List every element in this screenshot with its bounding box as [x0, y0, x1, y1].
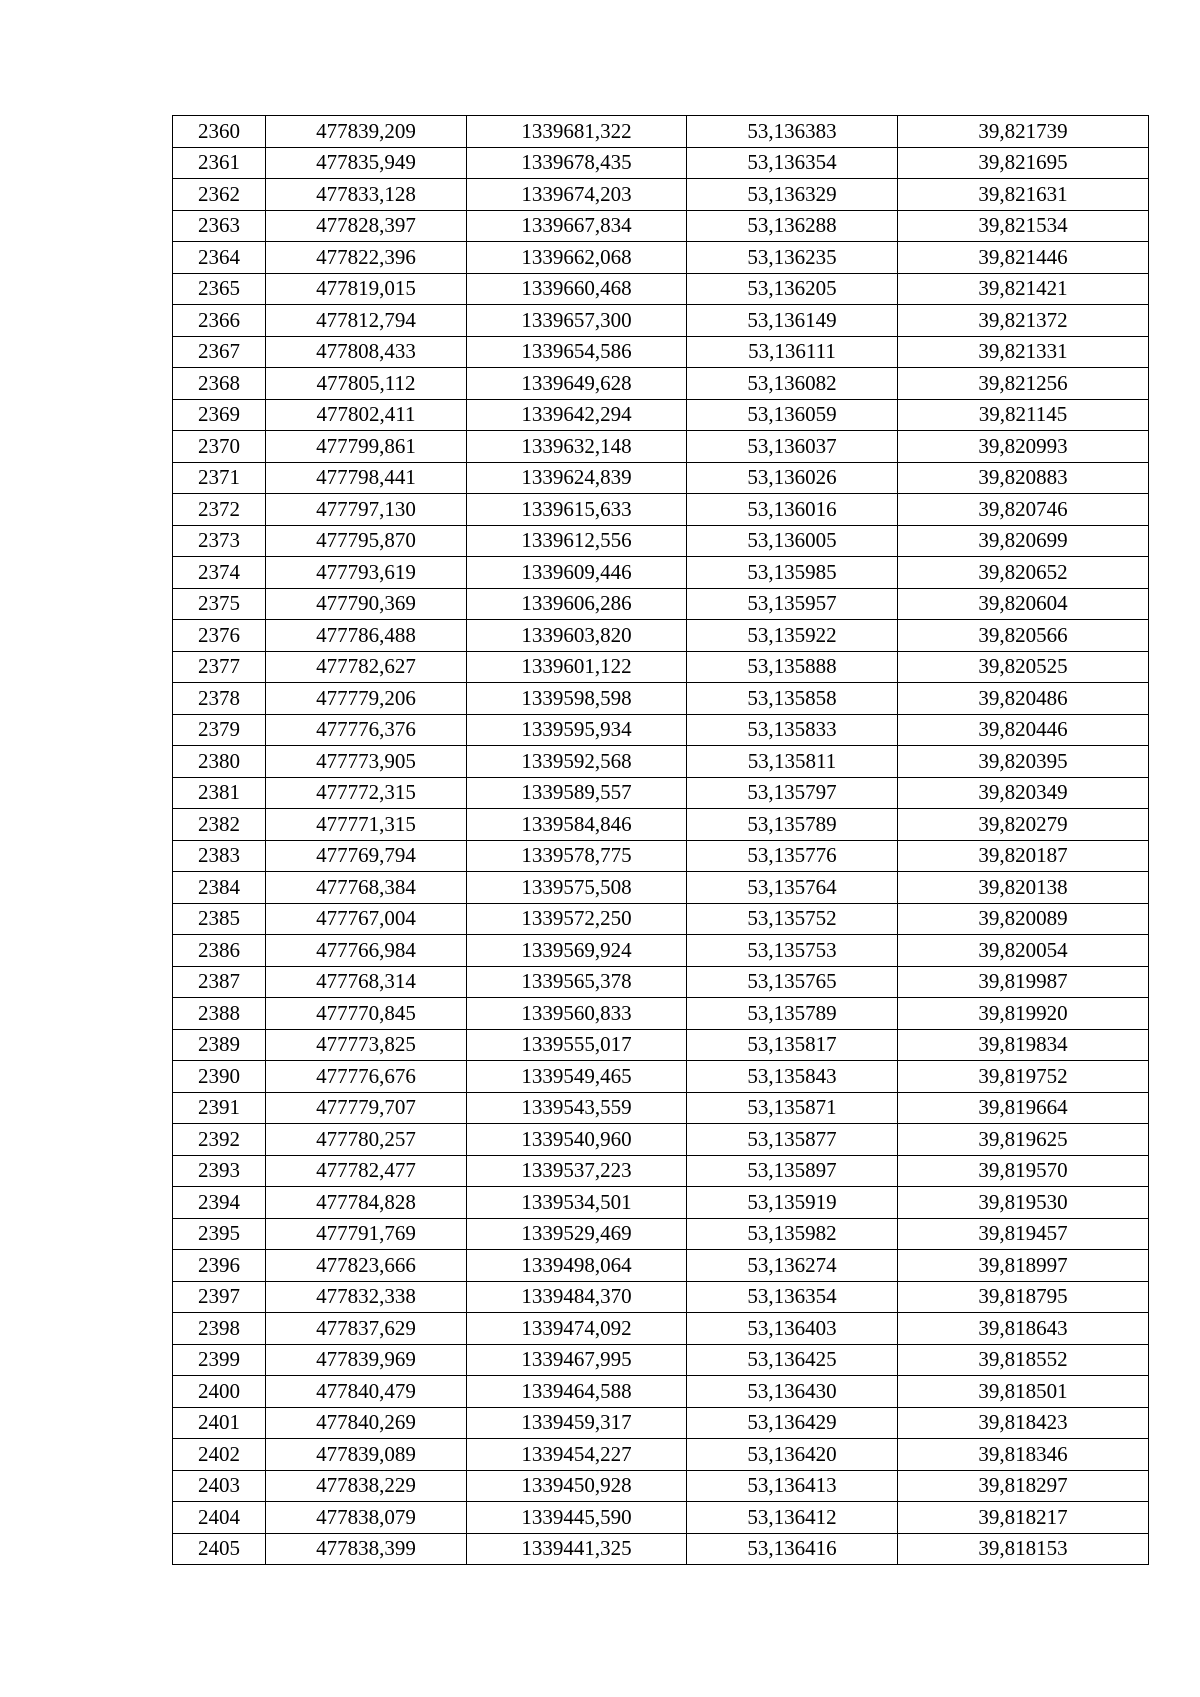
x-coordinate-cell: 477779,707 — [266, 1092, 467, 1124]
y-coordinate-cell: 1339654,586 — [467, 336, 687, 368]
longitude-cell: 39,818297 — [898, 1470, 1149, 1502]
point-number-cell: 2367 — [173, 336, 266, 368]
table-row — [173, 683, 1149, 715]
y-coordinate-cell: 1339584,846 — [467, 809, 687, 841]
table-row — [173, 1407, 1149, 1439]
y-coordinate-cell: 1339642,294 — [467, 399, 687, 431]
longitude-cell: 39,820604 — [898, 588, 1149, 620]
latitude-cell: 53,135811 — [687, 746, 898, 778]
latitude-cell: 53,136420 — [687, 1439, 898, 1471]
table-row — [173, 935, 1149, 967]
latitude-cell: 53,135776 — [687, 840, 898, 872]
latitude-cell: 53,136111 — [687, 336, 898, 368]
point-number-cell: 2366 — [173, 305, 266, 337]
point-number-cell: 2362 — [173, 179, 266, 211]
longitude-cell: 39,820446 — [898, 714, 1149, 746]
longitude-cell: 39,821534 — [898, 210, 1149, 242]
point-number-cell: 2386 — [173, 935, 266, 967]
table-row — [173, 1502, 1149, 1534]
table-row — [173, 1250, 1149, 1282]
y-coordinate-cell: 1339649,628 — [467, 368, 687, 400]
table-row — [173, 998, 1149, 1030]
x-coordinate-cell: 477793,619 — [266, 557, 467, 589]
y-coordinate-cell: 1339595,934 — [467, 714, 687, 746]
table-row — [173, 147, 1149, 179]
x-coordinate-cell: 477837,629 — [266, 1313, 467, 1345]
x-coordinate-cell: 477773,825 — [266, 1029, 467, 1061]
x-coordinate-cell: 477839,969 — [266, 1344, 467, 1376]
x-coordinate-cell: 477838,399 — [266, 1533, 467, 1565]
longitude-cell: 39,818552 — [898, 1344, 1149, 1376]
latitude-cell: 53,136329 — [687, 179, 898, 211]
table-row — [173, 746, 1149, 778]
latitude-cell: 53,136059 — [687, 399, 898, 431]
latitude-cell: 53,135919 — [687, 1187, 898, 1219]
table-row — [173, 368, 1149, 400]
latitude-cell: 53,135765 — [687, 966, 898, 998]
point-number-cell: 2371 — [173, 462, 266, 494]
x-coordinate-cell: 477772,315 — [266, 777, 467, 809]
y-coordinate-cell: 1339624,839 — [467, 462, 687, 494]
latitude-cell: 53,136026 — [687, 462, 898, 494]
longitude-cell: 39,821331 — [898, 336, 1149, 368]
x-coordinate-cell: 477812,794 — [266, 305, 467, 337]
point-number-cell: 2393 — [173, 1155, 266, 1187]
table-row — [173, 179, 1149, 211]
point-number-cell: 2378 — [173, 683, 266, 715]
y-coordinate-cell: 1339464,588 — [467, 1376, 687, 1408]
longitude-cell: 39,820349 — [898, 777, 1149, 809]
table-row — [173, 777, 1149, 809]
x-coordinate-cell: 477780,257 — [266, 1124, 467, 1156]
table-row — [173, 462, 1149, 494]
table-row — [173, 1439, 1149, 1471]
table-row — [173, 651, 1149, 683]
point-number-cell: 2401 — [173, 1407, 266, 1439]
x-coordinate-cell: 477839,209 — [266, 116, 467, 148]
x-coordinate-cell: 477832,338 — [266, 1281, 467, 1313]
x-coordinate-cell: 477786,488 — [266, 620, 467, 652]
y-coordinate-cell: 1339589,557 — [467, 777, 687, 809]
point-number-cell: 2403 — [173, 1470, 266, 1502]
y-coordinate-cell: 1339660,468 — [467, 273, 687, 305]
latitude-cell: 53,135982 — [687, 1218, 898, 1250]
latitude-cell: 53,136005 — [687, 525, 898, 557]
table-row — [173, 431, 1149, 463]
x-coordinate-cell: 477791,769 — [266, 1218, 467, 1250]
x-coordinate-cell: 477782,477 — [266, 1155, 467, 1187]
point-number-cell: 2397 — [173, 1281, 266, 1313]
table-row — [173, 305, 1149, 337]
point-number-cell: 2399 — [173, 1344, 266, 1376]
point-number-cell: 2404 — [173, 1502, 266, 1534]
longitude-cell: 39,819920 — [898, 998, 1149, 1030]
point-number-cell: 2402 — [173, 1439, 266, 1471]
point-number-cell: 2384 — [173, 872, 266, 904]
x-coordinate-cell: 477799,861 — [266, 431, 467, 463]
latitude-cell: 53,136429 — [687, 1407, 898, 1439]
table-row — [173, 210, 1149, 242]
point-number-cell: 2390 — [173, 1061, 266, 1093]
longitude-cell: 39,820279 — [898, 809, 1149, 841]
y-coordinate-cell: 1339632,148 — [467, 431, 687, 463]
y-coordinate-cell: 1339592,568 — [467, 746, 687, 778]
point-number-cell: 2372 — [173, 494, 266, 526]
y-coordinate-cell: 1339601,122 — [467, 651, 687, 683]
longitude-cell: 39,819987 — [898, 966, 1149, 998]
longitude-cell: 39,819457 — [898, 1218, 1149, 1250]
y-coordinate-cell: 1339540,960 — [467, 1124, 687, 1156]
coordinates-table — [172, 115, 1149, 1565]
point-number-cell: 2383 — [173, 840, 266, 872]
point-number-cell: 2380 — [173, 746, 266, 778]
point-number-cell: 2368 — [173, 368, 266, 400]
longitude-cell: 39,821145 — [898, 399, 1149, 431]
y-coordinate-cell: 1339484,370 — [467, 1281, 687, 1313]
x-coordinate-cell: 477802,411 — [266, 399, 467, 431]
x-coordinate-cell: 477767,004 — [266, 903, 467, 935]
longitude-cell: 39,820746 — [898, 494, 1149, 526]
longitude-cell: 39,820566 — [898, 620, 1149, 652]
x-coordinate-cell: 477766,984 — [266, 935, 467, 967]
y-coordinate-cell: 1339560,833 — [467, 998, 687, 1030]
x-coordinate-cell: 477771,315 — [266, 809, 467, 841]
x-coordinate-cell: 477840,479 — [266, 1376, 467, 1408]
point-number-cell: 2400 — [173, 1376, 266, 1408]
latitude-cell: 53,136235 — [687, 242, 898, 274]
table-row — [173, 840, 1149, 872]
x-coordinate-cell: 477819,015 — [266, 273, 467, 305]
longitude-cell: 39,818795 — [898, 1281, 1149, 1313]
longitude-cell: 39,820187 — [898, 840, 1149, 872]
longitude-cell: 39,820486 — [898, 683, 1149, 715]
y-coordinate-cell: 1339543,559 — [467, 1092, 687, 1124]
table-row — [173, 966, 1149, 998]
y-coordinate-cell: 1339498,064 — [467, 1250, 687, 1282]
longitude-cell: 39,821739 — [898, 116, 1149, 148]
longitude-cell: 39,820993 — [898, 431, 1149, 463]
point-number-cell: 2373 — [173, 525, 266, 557]
table-row — [173, 399, 1149, 431]
point-number-cell: 2360 — [173, 116, 266, 148]
longitude-cell: 39,821631 — [898, 179, 1149, 211]
y-coordinate-cell: 1339657,300 — [467, 305, 687, 337]
x-coordinate-cell: 477823,666 — [266, 1250, 467, 1282]
y-coordinate-cell: 1339598,598 — [467, 683, 687, 715]
point-number-cell: 2396 — [173, 1250, 266, 1282]
latitude-cell: 53,136354 — [687, 1281, 898, 1313]
latitude-cell: 53,136413 — [687, 1470, 898, 1502]
y-coordinate-cell: 1339575,508 — [467, 872, 687, 904]
x-coordinate-cell: 477835,949 — [266, 147, 467, 179]
table-row — [173, 1470, 1149, 1502]
y-coordinate-cell: 1339569,924 — [467, 935, 687, 967]
y-coordinate-cell: 1339549,465 — [467, 1061, 687, 1093]
y-coordinate-cell: 1339450,928 — [467, 1470, 687, 1502]
point-number-cell: 2389 — [173, 1029, 266, 1061]
x-coordinate-cell: 477790,369 — [266, 588, 467, 620]
point-number-cell: 2388 — [173, 998, 266, 1030]
point-number-cell: 2374 — [173, 557, 266, 589]
latitude-cell: 53,135922 — [687, 620, 898, 652]
x-coordinate-cell: 477797,130 — [266, 494, 467, 526]
table-body — [173, 116, 1149, 1565]
point-number-cell: 2392 — [173, 1124, 266, 1156]
longitude-cell: 39,819834 — [898, 1029, 1149, 1061]
x-coordinate-cell: 477838,229 — [266, 1470, 467, 1502]
point-number-cell: 2369 — [173, 399, 266, 431]
longitude-cell: 39,819664 — [898, 1092, 1149, 1124]
y-coordinate-cell: 1339534,501 — [467, 1187, 687, 1219]
latitude-cell: 53,136016 — [687, 494, 898, 526]
longitude-cell: 39,820138 — [898, 872, 1149, 904]
table-row — [173, 336, 1149, 368]
point-number-cell: 2364 — [173, 242, 266, 274]
point-number-cell: 2376 — [173, 620, 266, 652]
table-row — [173, 1344, 1149, 1376]
latitude-cell: 53,136383 — [687, 116, 898, 148]
x-coordinate-cell: 477798,441 — [266, 462, 467, 494]
longitude-cell: 39,820395 — [898, 746, 1149, 778]
point-number-cell: 2365 — [173, 273, 266, 305]
longitude-cell: 39,818643 — [898, 1313, 1149, 1345]
x-coordinate-cell: 477768,384 — [266, 872, 467, 904]
latitude-cell: 53,135858 — [687, 683, 898, 715]
longitude-cell: 39,818346 — [898, 1439, 1149, 1471]
longitude-cell: 39,820089 — [898, 903, 1149, 935]
x-coordinate-cell: 477822,396 — [266, 242, 467, 274]
longitude-cell: 39,820699 — [898, 525, 1149, 557]
x-coordinate-cell: 477769,794 — [266, 840, 467, 872]
latitude-cell: 53,136288 — [687, 210, 898, 242]
longitude-cell: 39,820525 — [898, 651, 1149, 683]
longitude-cell: 39,821446 — [898, 242, 1149, 274]
latitude-cell: 53,136205 — [687, 273, 898, 305]
longitude-cell: 39,819570 — [898, 1155, 1149, 1187]
table-row — [173, 1376, 1149, 1408]
x-coordinate-cell: 477782,627 — [266, 651, 467, 683]
latitude-cell: 53,135877 — [687, 1124, 898, 1156]
latitude-cell: 53,136354 — [687, 147, 898, 179]
longitude-cell: 39,818217 — [898, 1502, 1149, 1534]
longitude-cell: 39,820883 — [898, 462, 1149, 494]
y-coordinate-cell: 1339555,017 — [467, 1029, 687, 1061]
y-coordinate-cell: 1339615,633 — [467, 494, 687, 526]
y-coordinate-cell: 1339681,322 — [467, 116, 687, 148]
y-coordinate-cell: 1339537,223 — [467, 1155, 687, 1187]
point-number-cell: 2391 — [173, 1092, 266, 1124]
y-coordinate-cell: 1339572,250 — [467, 903, 687, 935]
longitude-cell: 39,821695 — [898, 147, 1149, 179]
latitude-cell: 53,135797 — [687, 777, 898, 809]
x-coordinate-cell: 477795,870 — [266, 525, 467, 557]
x-coordinate-cell: 477839,089 — [266, 1439, 467, 1471]
longitude-cell: 39,818997 — [898, 1250, 1149, 1282]
point-number-cell: 2361 — [173, 147, 266, 179]
point-number-cell: 2375 — [173, 588, 266, 620]
table-row — [173, 273, 1149, 305]
x-coordinate-cell: 477770,845 — [266, 998, 467, 1030]
y-coordinate-cell: 1339474,092 — [467, 1313, 687, 1345]
table-row — [173, 714, 1149, 746]
point-number-cell: 2377 — [173, 651, 266, 683]
latitude-cell: 53,135897 — [687, 1155, 898, 1187]
latitude-cell: 53,135789 — [687, 809, 898, 841]
point-number-cell: 2398 — [173, 1313, 266, 1345]
table-row — [173, 1124, 1149, 1156]
latitude-cell: 53,136416 — [687, 1533, 898, 1565]
latitude-cell: 53,135833 — [687, 714, 898, 746]
y-coordinate-cell: 1339609,446 — [467, 557, 687, 589]
y-coordinate-cell: 1339529,469 — [467, 1218, 687, 1250]
longitude-cell: 39,821256 — [898, 368, 1149, 400]
point-number-cell: 2394 — [173, 1187, 266, 1219]
x-coordinate-cell: 477768,314 — [266, 966, 467, 998]
latitude-cell: 53,135753 — [687, 935, 898, 967]
point-number-cell: 2379 — [173, 714, 266, 746]
latitude-cell: 53,135789 — [687, 998, 898, 1030]
point-number-cell: 2370 — [173, 431, 266, 463]
table-row — [173, 1092, 1149, 1124]
y-coordinate-cell: 1339606,286 — [467, 588, 687, 620]
latitude-cell: 53,135752 — [687, 903, 898, 935]
x-coordinate-cell: 477776,376 — [266, 714, 467, 746]
longitude-cell: 39,818153 — [898, 1533, 1149, 1565]
x-coordinate-cell: 477838,079 — [266, 1502, 467, 1534]
longitude-cell: 39,820652 — [898, 557, 1149, 589]
y-coordinate-cell: 1339578,775 — [467, 840, 687, 872]
x-coordinate-cell: 477808,433 — [266, 336, 467, 368]
latitude-cell: 53,136082 — [687, 368, 898, 400]
y-coordinate-cell: 1339667,834 — [467, 210, 687, 242]
point-number-cell: 2387 — [173, 966, 266, 998]
table-row — [173, 494, 1149, 526]
table-row — [173, 1061, 1149, 1093]
latitude-cell: 53,135888 — [687, 651, 898, 683]
y-coordinate-cell: 1339612,556 — [467, 525, 687, 557]
y-coordinate-cell: 1339445,590 — [467, 1502, 687, 1534]
latitude-cell: 53,135957 — [687, 588, 898, 620]
table-row — [173, 1187, 1149, 1219]
table-row — [173, 809, 1149, 841]
y-coordinate-cell: 1339454,227 — [467, 1439, 687, 1471]
latitude-cell: 53,136403 — [687, 1313, 898, 1345]
latitude-cell: 53,136425 — [687, 1344, 898, 1376]
x-coordinate-cell: 477784,828 — [266, 1187, 467, 1219]
y-coordinate-cell: 1339674,203 — [467, 179, 687, 211]
longitude-cell: 39,818423 — [898, 1407, 1149, 1439]
longitude-cell: 39,819530 — [898, 1187, 1149, 1219]
latitude-cell: 53,135985 — [687, 557, 898, 589]
y-coordinate-cell: 1339467,995 — [467, 1344, 687, 1376]
x-coordinate-cell: 477805,112 — [266, 368, 467, 400]
x-coordinate-cell: 477776,676 — [266, 1061, 467, 1093]
point-number-cell: 2381 — [173, 777, 266, 809]
y-coordinate-cell: 1339603,820 — [467, 620, 687, 652]
x-coordinate-cell: 477773,905 — [266, 746, 467, 778]
x-coordinate-cell: 477833,128 — [266, 179, 467, 211]
y-coordinate-cell: 1339678,435 — [467, 147, 687, 179]
latitude-cell: 53,136412 — [687, 1502, 898, 1534]
latitude-cell: 53,136037 — [687, 431, 898, 463]
longitude-cell: 39,818501 — [898, 1376, 1149, 1408]
longitude-cell: 39,821421 — [898, 273, 1149, 305]
table-row — [173, 525, 1149, 557]
point-number-cell: 2405 — [173, 1533, 266, 1565]
y-coordinate-cell: 1339459,317 — [467, 1407, 687, 1439]
table-row — [173, 620, 1149, 652]
y-coordinate-cell: 1339441,325 — [467, 1533, 687, 1565]
table-row — [173, 1029, 1149, 1061]
table-row — [173, 1281, 1149, 1313]
table-row — [173, 242, 1149, 274]
point-number-cell: 2363 — [173, 210, 266, 242]
table-row — [173, 903, 1149, 935]
table-row — [173, 872, 1149, 904]
x-coordinate-cell: 477828,397 — [266, 210, 467, 242]
longitude-cell: 39,819752 — [898, 1061, 1149, 1093]
latitude-cell: 53,136274 — [687, 1250, 898, 1282]
latitude-cell: 53,135817 — [687, 1029, 898, 1061]
table-row — [173, 588, 1149, 620]
longitude-cell: 39,819625 — [898, 1124, 1149, 1156]
y-coordinate-cell: 1339662,068 — [467, 242, 687, 274]
longitude-cell: 39,821372 — [898, 305, 1149, 337]
table-row — [173, 557, 1149, 589]
table-row — [173, 1155, 1149, 1187]
longitude-cell: 39,820054 — [898, 935, 1149, 967]
x-coordinate-cell: 477779,206 — [266, 683, 467, 715]
x-coordinate-cell: 477840,269 — [266, 1407, 467, 1439]
latitude-cell: 53,135764 — [687, 872, 898, 904]
table-row — [173, 1533, 1149, 1565]
latitude-cell: 53,136430 — [687, 1376, 898, 1408]
latitude-cell: 53,136149 — [687, 305, 898, 337]
table-row — [173, 116, 1149, 148]
latitude-cell: 53,135871 — [687, 1092, 898, 1124]
point-number-cell: 2395 — [173, 1218, 266, 1250]
point-number-cell: 2385 — [173, 903, 266, 935]
point-number-cell: 2382 — [173, 809, 266, 841]
y-coordinate-cell: 1339565,378 — [467, 966, 687, 998]
table-row — [173, 1313, 1149, 1345]
latitude-cell: 53,135843 — [687, 1061, 898, 1093]
table-row — [173, 1218, 1149, 1250]
